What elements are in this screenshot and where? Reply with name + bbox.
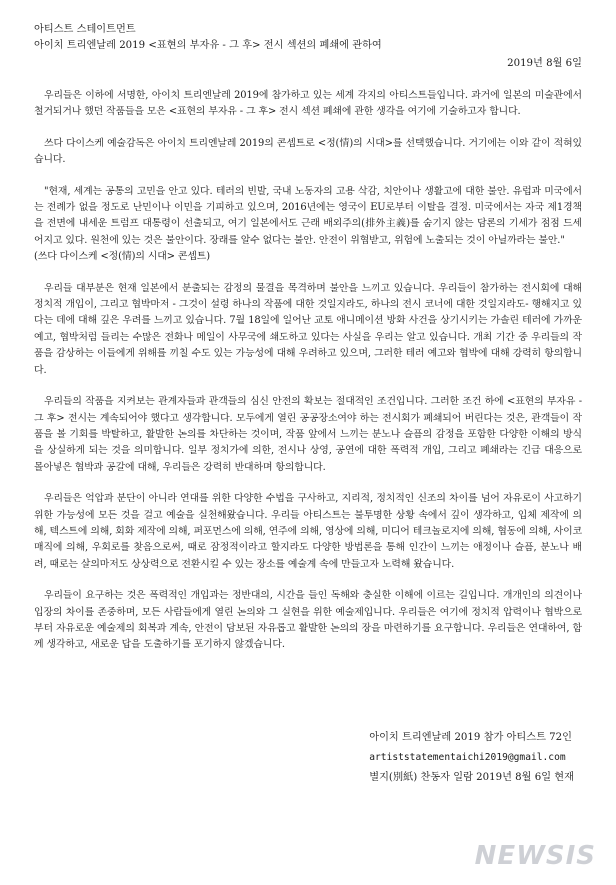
signature-artists: 아이치 트리엔날레 2019 참가 아티스트 72인 (369, 732, 572, 743)
paragraph-concept: 쓰다 다이스케 예술감독은 아이치 트리엔날레 2019의 콘셉트로 <정(情)의 시대>를 선택했습니다. 거기에는 이와 같이 적혀있습니다. (34, 137, 582, 166)
paragraph-intro: 우리들은 이하에 서명한, 아이치 트리엔날레 2019에 참가하고 있는 세계 각지의 아티스트들입니다. 과거에 일본의 미술관에서 철거되거나 했던 작품들을 모은 <표현의 부자유 - 그 후> 전시 섹션 폐쇄에 관한 생각을 여기에 기술하고자 합니다. (34, 90, 582, 118)
newsis-watermark: NEWSIS (474, 841, 596, 871)
paragraph-demand: 우리들이 요구하는 것은 폭력적인 개입과는 정반대의, 시간을 들인 독해와 충실한 이해에 이르는 길입니다. 개개인의 의견이나 입장의 차이를 존중하며, 모든 사람들에게 열린 논의와 그 실현을 위한 예술제입니다. 우리들은 여기에 정치적 압력이나 협박으로부터 자유로운 예술제의 회복과 계속, 안전이 담보된 자유롭고 활발한 논의의 장을 마련하기를 요구합니다. 우리들은 연대하여, 함께 생각하고, 새로운 답을 도출하기를 포기하지 않겠습니다. (34, 590, 582, 651)
concept-quote (34, 184, 582, 266)
signature-supporters: 별지(別紙) 찬동자 일람 2019년 8월 6일 현재 (369, 772, 574, 783)
signature-email: artiststatementaichi2019@gmail.com (369, 752, 566, 763)
signature-block (369, 728, 574, 788)
document-title: 아티스트 스테이트먼트 (34, 24, 136, 35)
paragraph-practice: 우리들은 억압과 분단이 아니라 연대를 위한 다양한 수법을 구사하고, 지리적, 정치적인 신조의 차이를 넘어 자유로이 사고하기 위한 가능성에 모든 것을 걸고 예술을 실천해왔습니다. 우리들 아티스트는 불투명한 상황 속에서 깊이 생각하고, 입체 제작에 의해, 텍스트에 의해, 회화 제작에 의해, 퍼포먼스에 의해, 연주에 의해, 영상에 의해, 미디어 테크놀로지에 의해, 협동에 의해, 사이코 매직에 의해, 우회로를 찾음으로써, 때로 잠정적이라고 할지라도 다양한 방법론을 통해 인간이 느끼는 애정이나 슬픔, 분노나 배려, 때로는 살의마저도 상상력으로 전환시킬 수 있는 장소를 예술계 속에 만들고자 노력해 왔습니다. (34, 493, 582, 570)
document-date: 2019년 8월 6일 (507, 58, 582, 69)
paragraph-safety: 우리들의 작품을 지켜보는 관계자들과 관객들의 심신 안전의 확보는 절대적인 조건입니다. 그러한 조건 하에 <표현의 부자유 - 그 후> 전시는 계속되어야 했다고 생각합니다. 모두에게 열린 공공장소여야 하는 전시회가 폐쇄되어 버린다는 것은, 관객들이 작품을 볼 기회를 박탈하고, 활발한 논의를 차단하는 것이며, 작품 앞에서 느끼는 분노나 슬픔의 감정을 포함한 다양한 이해의 방식을 상실하게 되는 것을 의미합니다. 일부 정치가에 의한, 전시나 상영, 공연에 대한 폭력적 개입, 그리고 폐쇄라는 긴급 대응으로 몰아넣은 협박과 공갈에 대해, 우리들은 강력히 반대하며 항의합니다. (34, 396, 582, 473)
concept-quote-text: "현재, 세계는 공통의 고민을 안고 있다. 테러의 빈발, 국내 노동자의 고용 삭감, 치안이나 생활고에 대한 불안. 유럽과 미국에서는 전례가 없을 정도로 난민이나 이민을 기피하고 있으며, 2016년에는 영국이 EU로부터 이탈을 결정. 미국에서는 자국 제1경책을 전면에 내세운 트럼프 대통령이 선출되고, 여기 일본에서도 근래 배외주의(排外主義)를 숨기지 않는 담론의 기세가 점점 드세어지고 있다. 원천에 있는 것은 불안이다. 장래를 알수 없다는 불안. 안전이 위협받고, 위험에 노출되는 것이 아닐까라는 불안." (34, 185, 582, 246)
document-subtitle: 아이치 트리엔날레 2019 <표현의 부자유 - 그 후> 전시 섹션의 폐쇄에 관하여 (34, 40, 382, 51)
concept-quote-source: (쓰다 다이스케 <정(情)의 시대> 콘셉트) (34, 251, 211, 263)
paragraph-concern: 우리들 대부분은 현재 일본에서 분출되는 감정의 물결을 목격하며 불안을 느끼고 있습니다. 우리들이 참가하는 전시회에 대해 정치적 개입이, 그리고 협박마저 - 그것이 설령 하나의 작품에 대한 것일지라도, 하나의 전시 코너에 대한 것일지라도- 행해지고 있다는 데에 대해 깊은 우려를 느끼고 있습니다. 7월 18일에 일어난 교토 애니메이션 방화 사건을 상기시키는 가솔린 테러에 가까운 예고, 협박처럼 들리는 수많은 전화나 메일이 사무국에 쇄도하고 있다는 사실을 우리는 알고 있습니다. 개최 기간 중 우리들의 작품을 감상하는 이들에게 위해를 끼칠 수도 있는 가능성에 대해 우려하고 있으며, 그러한 테러 예고와 협박에 대해 강력히 항의합니다. (34, 282, 582, 376)
